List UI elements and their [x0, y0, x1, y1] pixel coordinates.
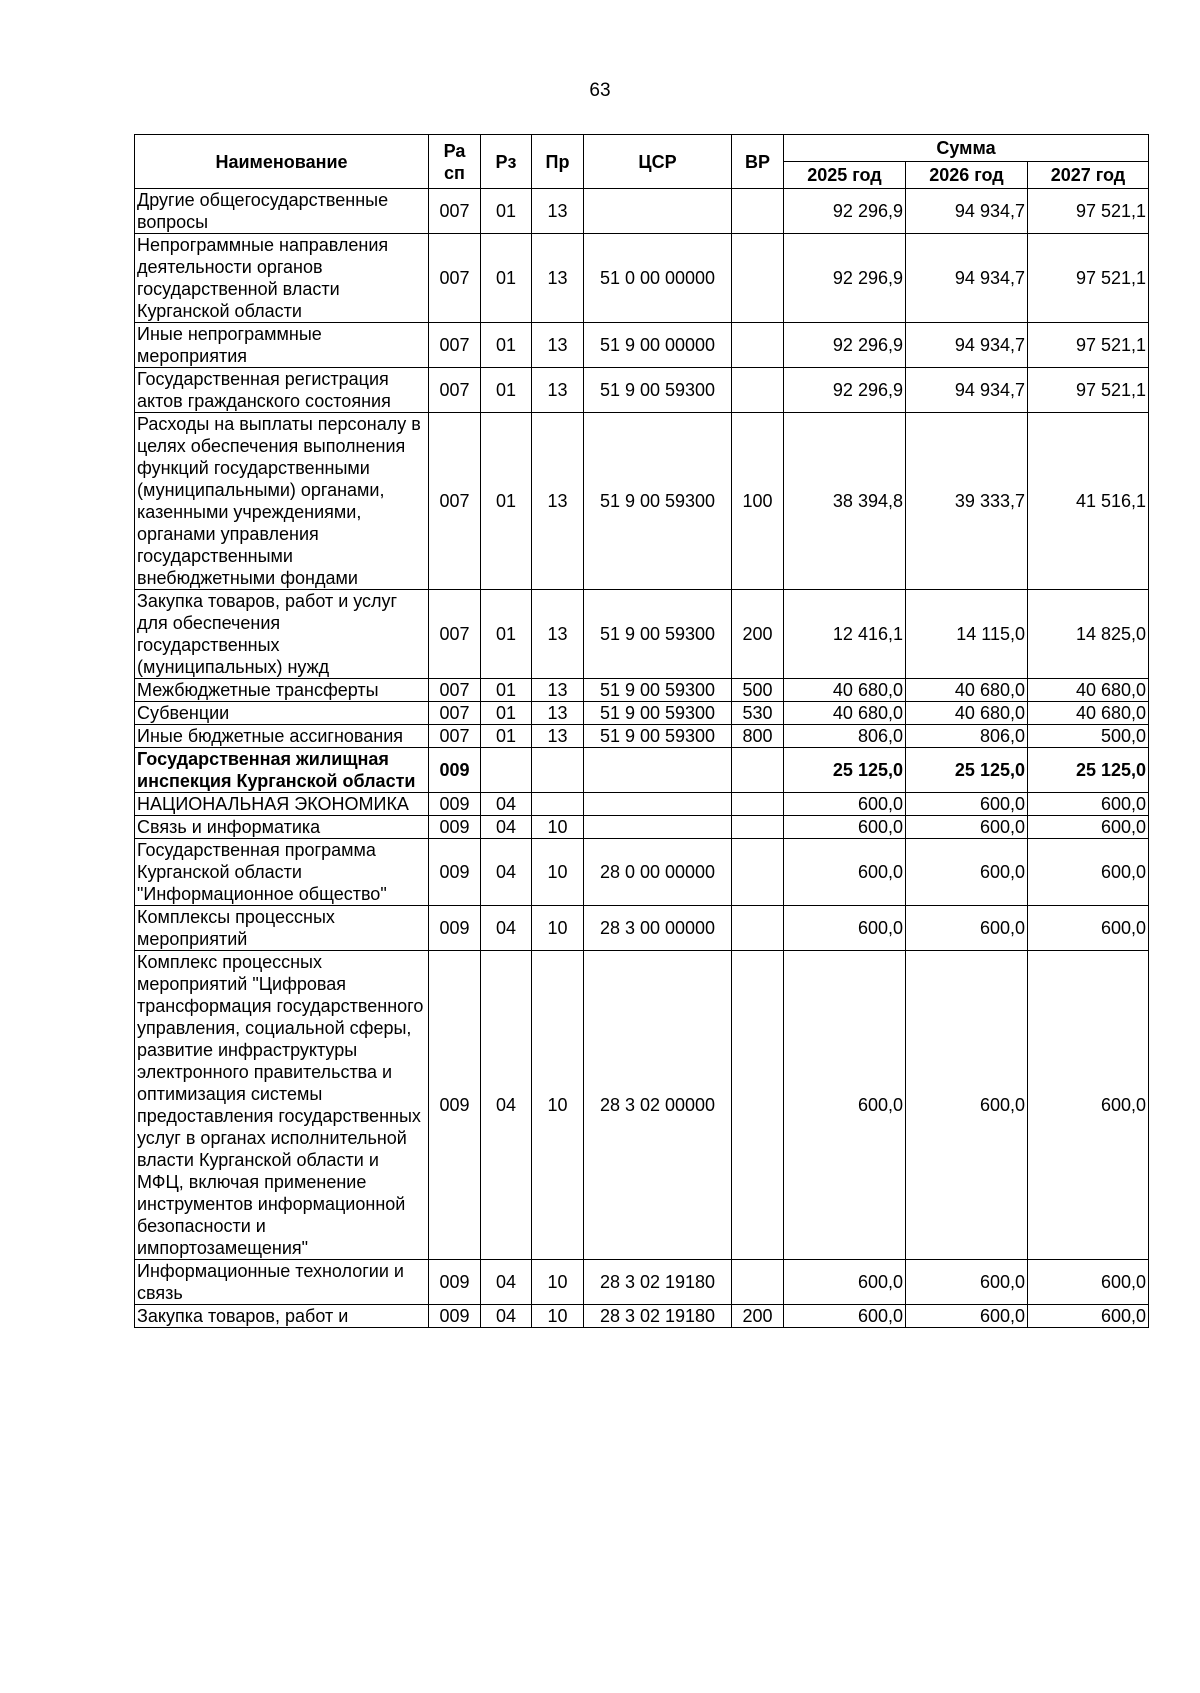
budget-table	[134, 134, 1149, 1328]
cell-s2025: 40 680,0	[784, 679, 906, 702]
cell-name: Связь и информатика	[135, 816, 429, 839]
cell-csr: 28 3 02 19180	[584, 1260, 732, 1305]
cell-csr: 51 9 00 59300	[584, 679, 732, 702]
cell-s2026: 94 934,7	[906, 234, 1028, 323]
cell-rasp: 007	[429, 590, 481, 679]
cell-s2027: 600,0	[1028, 816, 1149, 839]
cell-csr: 28 3 00 00000	[584, 906, 732, 951]
cell-csr: 51 9 00 59300	[584, 725, 732, 748]
cell-rz: 01	[481, 189, 532, 234]
cell-s2025: 38 394,8	[784, 413, 906, 590]
cell-s2026: 600,0	[906, 793, 1028, 816]
table-row	[135, 951, 1149, 1260]
cell-s2025: 600,0	[784, 1260, 906, 1305]
cell-s2027: 97 521,1	[1028, 368, 1149, 413]
cell-rz: 04	[481, 839, 532, 906]
cell-s2026: 94 934,7	[906, 189, 1028, 234]
cell-pr: 13	[532, 413, 584, 590]
cell-name: Иные непрограммные мероприятия	[135, 323, 429, 368]
cell-rz: 04	[481, 1260, 532, 1305]
table-body	[135, 189, 1149, 1328]
cell-rasp: 009	[429, 1305, 481, 1328]
cell-rasp: 007	[429, 679, 481, 702]
table-row	[135, 793, 1149, 816]
cell-csr: 51 9 00 59300	[584, 702, 732, 725]
cell-rz: 04	[481, 951, 532, 1260]
table-row	[135, 906, 1149, 951]
cell-s2025: 12 416,1	[784, 590, 906, 679]
cell-vr: 530	[732, 702, 784, 725]
cell-s2025: 92 296,9	[784, 189, 906, 234]
cell-rasp: 009	[429, 816, 481, 839]
cell-name: Другие общегосударственные вопросы	[135, 189, 429, 234]
cell-rz	[481, 748, 532, 793]
cell-rasp: 009	[429, 839, 481, 906]
cell-name: Комплексы процессных мероприятий	[135, 906, 429, 951]
cell-pr: 13	[532, 590, 584, 679]
cell-vr	[732, 816, 784, 839]
cell-csr	[584, 793, 732, 816]
table-row	[135, 590, 1149, 679]
cell-s2025: 600,0	[784, 793, 906, 816]
cell-csr: 51 0 00 00000	[584, 234, 732, 323]
cell-s2027: 41 516,1	[1028, 413, 1149, 590]
table-row	[135, 368, 1149, 413]
cell-s2025: 600,0	[784, 839, 906, 906]
cell-csr	[584, 189, 732, 234]
cell-csr: 51 9 00 59300	[584, 590, 732, 679]
cell-vr	[732, 951, 784, 1260]
cell-s2025: 40 680,0	[784, 702, 906, 725]
cell-rasp: 007	[429, 725, 481, 748]
cell-rz: 01	[481, 725, 532, 748]
cell-rz: 04	[481, 906, 532, 951]
cell-rasp: 009	[429, 906, 481, 951]
cell-name: Государственная регистрация актов гражданского состояния	[135, 368, 429, 413]
cell-pr: 10	[532, 1305, 584, 1328]
cell-name: Субвенции	[135, 702, 429, 725]
cell-vr	[732, 906, 784, 951]
cell-s2026: 40 680,0	[906, 679, 1028, 702]
cell-rz: 01	[481, 679, 532, 702]
header-vr: ВР	[732, 135, 784, 189]
cell-pr	[532, 793, 584, 816]
cell-name: Межбюджетные трансферты	[135, 679, 429, 702]
cell-rz: 01	[481, 323, 532, 368]
cell-rasp: 009	[429, 1260, 481, 1305]
cell-csr	[584, 816, 732, 839]
cell-s2027: 40 680,0	[1028, 702, 1149, 725]
cell-name: Непрограммные направления деятельности органов государственной власти Курганской области	[135, 234, 429, 323]
page-number: 63	[589, 80, 611, 101]
cell-s2027: 25 125,0	[1028, 748, 1149, 793]
cell-rz: 04	[481, 1305, 532, 1328]
cell-rz: 01	[481, 413, 532, 590]
cell-pr: 13	[532, 323, 584, 368]
table-row	[135, 679, 1149, 702]
cell-pr	[532, 748, 584, 793]
cell-s2027: 600,0	[1028, 793, 1149, 816]
cell-rasp: 007	[429, 413, 481, 590]
cell-name: Расходы на выплаты персоналу в целях обеспечения выполнения функций государственными (муниципальными) органами, казенными учреждениями, органами управления государственными внебюджетными фондами	[135, 413, 429, 590]
cell-pr: 10	[532, 816, 584, 839]
cell-pr: 13	[532, 189, 584, 234]
cell-s2026: 600,0	[906, 839, 1028, 906]
cell-rasp: 009	[429, 793, 481, 816]
cell-pr: 13	[532, 679, 584, 702]
cell-rasp: 007	[429, 702, 481, 725]
table-row	[135, 816, 1149, 839]
header-csr: ЦСР	[584, 135, 732, 189]
cell-pr: 10	[532, 839, 584, 906]
cell-pr: 13	[532, 702, 584, 725]
cell-s2026: 25 125,0	[906, 748, 1028, 793]
table-header	[135, 135, 1149, 189]
cell-vr: 100	[732, 413, 784, 590]
cell-s2027: 97 521,1	[1028, 323, 1149, 368]
cell-name: Закупка товаров, работ и	[135, 1305, 429, 1328]
cell-csr: 51 9 00 00000	[584, 323, 732, 368]
cell-rz: 01	[481, 234, 532, 323]
cell-csr: 28 3 02 19180	[584, 1305, 732, 1328]
table-row	[135, 323, 1149, 368]
cell-vr: 500	[732, 679, 784, 702]
cell-vr: 200	[732, 590, 784, 679]
cell-vr: 200	[732, 1305, 784, 1328]
header-rz: Рз	[481, 135, 532, 189]
table-row	[135, 413, 1149, 590]
table-row	[135, 748, 1149, 793]
table-row	[135, 725, 1149, 748]
cell-name: Государственная жилищная инспекция Курганской области	[135, 748, 429, 793]
cell-s2026: 600,0	[906, 951, 1028, 1260]
cell-name: НАЦИОНАЛЬНАЯ ЭКОНОМИКА	[135, 793, 429, 816]
cell-rz: 01	[481, 368, 532, 413]
cell-vr: 800	[732, 725, 784, 748]
cell-name: Иные бюджетные ассигнования	[135, 725, 429, 748]
cell-s2025: 25 125,0	[784, 748, 906, 793]
cell-vr	[732, 368, 784, 413]
header-2025: 2025 год	[784, 162, 906, 189]
cell-s2026: 39 333,7	[906, 413, 1028, 590]
cell-name: Государственная программа Курганской области "Информационное общество"	[135, 839, 429, 906]
cell-pr: 10	[532, 1260, 584, 1305]
cell-s2027: 97 521,1	[1028, 234, 1149, 323]
cell-s2025: 600,0	[784, 951, 906, 1260]
cell-s2025: 600,0	[784, 816, 906, 839]
cell-rasp: 007	[429, 189, 481, 234]
cell-csr: 51 9 00 59300	[584, 368, 732, 413]
cell-vr	[732, 189, 784, 234]
table-row	[135, 1260, 1149, 1305]
cell-s2025: 92 296,9	[784, 368, 906, 413]
cell-pr: 13	[532, 234, 584, 323]
cell-s2027: 14 825,0	[1028, 590, 1149, 679]
cell-s2025: 600,0	[784, 1305, 906, 1328]
cell-rasp: 007	[429, 368, 481, 413]
cell-s2027: 97 521,1	[1028, 189, 1149, 234]
table-row	[135, 1305, 1149, 1328]
cell-csr: 28 0 00 00000	[584, 839, 732, 906]
cell-rasp: 007	[429, 323, 481, 368]
cell-s2027: 500,0	[1028, 725, 1149, 748]
cell-s2026: 94 934,7	[906, 368, 1028, 413]
cell-s2025: 92 296,9	[784, 234, 906, 323]
cell-s2026: 40 680,0	[906, 702, 1028, 725]
cell-name: Закупка товаров, работ и услуг для обеспечения государственных (муниципальных) нужд	[135, 590, 429, 679]
header-sum: Сумма	[784, 135, 1149, 162]
table-row	[135, 702, 1149, 725]
header-pr: Пр	[532, 135, 584, 189]
cell-vr	[732, 748, 784, 793]
cell-s2026: 14 115,0	[906, 590, 1028, 679]
cell-vr	[732, 793, 784, 816]
cell-rasp: 009	[429, 748, 481, 793]
cell-s2027: 600,0	[1028, 839, 1149, 906]
header-2026: 2026 год	[906, 162, 1028, 189]
table-row	[135, 189, 1149, 234]
cell-s2026: 600,0	[906, 906, 1028, 951]
cell-pr: 10	[532, 906, 584, 951]
cell-name: Информационные технологии и связь	[135, 1260, 429, 1305]
header-2027: 2027 год	[1028, 162, 1149, 189]
cell-s2027: 600,0	[1028, 1260, 1149, 1305]
cell-s2026: 600,0	[906, 1305, 1028, 1328]
cell-csr: 51 9 00 59300	[584, 413, 732, 590]
cell-csr: 28 3 02 00000	[584, 951, 732, 1260]
cell-s2025: 806,0	[784, 725, 906, 748]
cell-vr	[732, 839, 784, 906]
cell-s2025: 92 296,9	[784, 323, 906, 368]
cell-rz: 04	[481, 816, 532, 839]
cell-s2026: 600,0	[906, 1260, 1028, 1305]
cell-rz: 01	[481, 702, 532, 725]
cell-vr	[732, 234, 784, 323]
cell-rasp: 007	[429, 234, 481, 323]
cell-s2027: 600,0	[1028, 906, 1149, 951]
cell-s2026: 94 934,7	[906, 323, 1028, 368]
cell-s2025: 600,0	[784, 906, 906, 951]
header-name: Наименование	[135, 135, 429, 189]
header-rasp: Ра сп	[429, 135, 481, 189]
cell-rasp: 009	[429, 951, 481, 1260]
cell-pr: 10	[532, 951, 584, 1260]
cell-rz: 01	[481, 590, 532, 679]
cell-s2026: 600,0	[906, 816, 1028, 839]
table-row	[135, 234, 1149, 323]
cell-vr	[732, 323, 784, 368]
cell-s2027: 40 680,0	[1028, 679, 1149, 702]
cell-s2027: 600,0	[1028, 1305, 1149, 1328]
table-row	[135, 839, 1149, 906]
cell-pr: 13	[532, 368, 584, 413]
cell-name: Комплекс процессных мероприятий "Цифровая трансформация государственного управления, социальной сферы, развитие инфраструктуры электронного правительства и оптимизация системы предоставления государственных услуг в органах исполнительной власти Курганской области и МФЦ, включая применение инструментов информационной безопасности и импортозамещения"	[135, 951, 429, 1260]
cell-s2026: 806,0	[906, 725, 1028, 748]
cell-rz: 04	[481, 793, 532, 816]
cell-csr	[584, 748, 732, 793]
cell-vr	[732, 1260, 784, 1305]
cell-pr: 13	[532, 725, 584, 748]
cell-s2027: 600,0	[1028, 951, 1149, 1260]
